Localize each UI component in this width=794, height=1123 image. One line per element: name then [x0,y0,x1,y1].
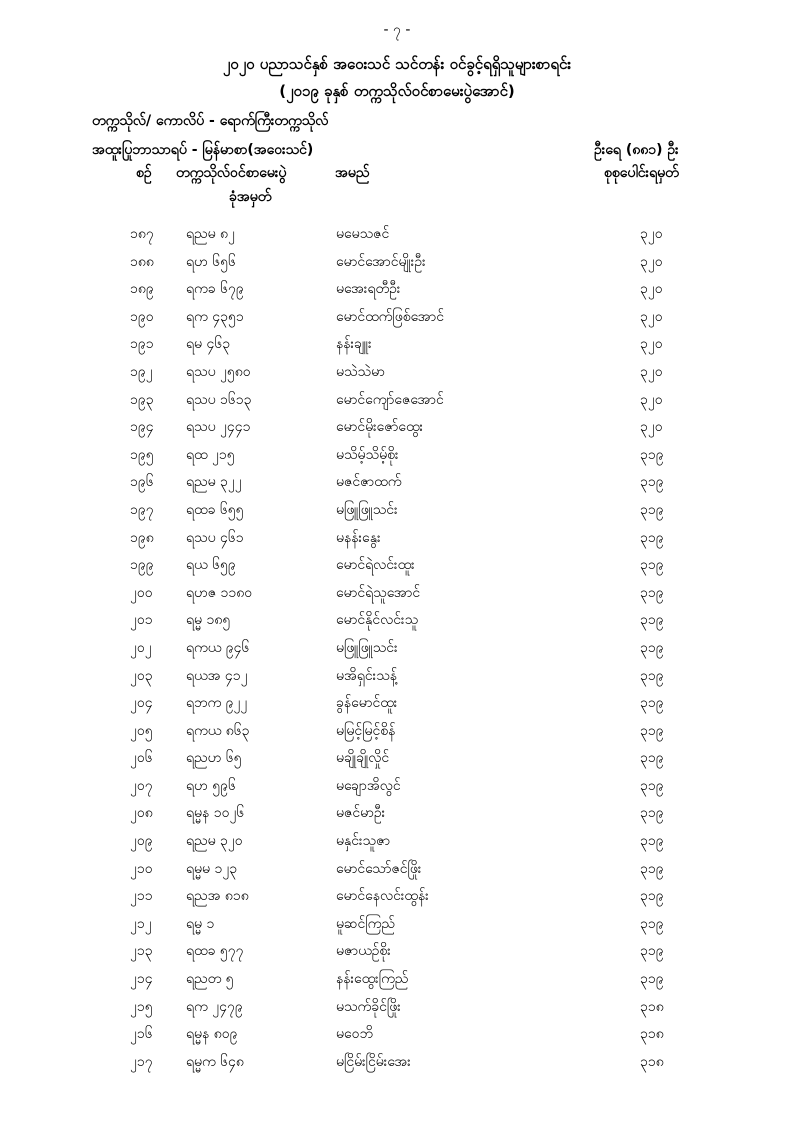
table-row [0,693,794,721]
row-number: ၁၉၂ [130,363,153,380]
row-number: ၁၉၃ [130,391,154,408]
table-row [0,969,794,997]
student-name: မမြင့်မြင့်စိန် [336,722,396,739]
student-name: မောင်နေလင်းထွန်း [336,888,429,905]
row-number: ၂၁၅ [130,998,153,1015]
total-marks: ၃၂၀ [640,253,663,270]
header-name: အမည် [335,165,370,181]
student-name: မောင်အောင်မျိုးဦး [336,253,426,270]
roll-number: ရထခ ၅၇၇ [186,943,244,960]
university-line: တက္ကသိုလ်/ ကောလိပ် - ရောက်ကြီးတက္ကသိုလ် [92,113,329,129]
total-marks: ၃၁၉ [640,722,664,739]
student-name: မဇင်မာဦး [336,805,386,822]
roll-number: ရမ္မ ၁၈၅ [186,612,231,629]
roll-number: ရကယ ၈၆၃ [186,722,250,739]
student-name: မချောအိလွင် [336,777,401,794]
total-marks: ၃၂၀ [640,281,663,298]
roll-number: ရမ္မမ ၁၂၃ [186,860,238,877]
student-name: မအေးရတီဦး [336,281,401,298]
row-number: ၂၀၂ [130,639,152,656]
row-number: ၂၀၄ [130,695,153,712]
total-marks: ၃၁၈ [640,1026,664,1043]
total-marks: ၃၁၉ [640,446,664,463]
row-number: ၂၁၄ [130,971,153,988]
roll-number: ရညတ ၅ [186,971,234,988]
table-row [0,997,794,1025]
row-number: ၁၉၆ [130,474,154,491]
student-name: မမေသဇင် [336,226,390,242]
row-number: ၂၁၁ [130,888,153,905]
row-number: ၁၉၇ [130,501,154,518]
row-number: ၁၈၈ [130,253,154,270]
student-name: မဖြူဖြူသင်း [336,501,398,518]
page-number: - ၇ - [383,22,411,38]
student-name: မအိရှင်းသန့် [336,667,397,684]
table-row [0,334,794,362]
total-marks: ၃၁၉ [640,971,664,988]
student-name: မောင်ကျော်ဇေအောင် [336,391,444,408]
table-row [0,1052,794,1080]
total-marks: ၃၁၉ [640,474,664,491]
header-roll-line2: ခုံအမှတ် [229,189,272,205]
student-name: မဖြူဖြူသင်း [336,639,398,656]
roll-number: ရမ္မန ၁၀၂၆ [186,805,245,822]
student-name: မသက်ခိုင်ဖြိုး [336,998,401,1015]
student-name: မနန်းနွေး [336,529,381,546]
roll-number: ရယ ၆၅၉ [186,557,236,574]
table-row [0,721,794,749]
roll-number: ရယအ ၄၁၂ [186,667,248,684]
total-marks: ၃၁၉ [640,639,664,656]
roll-number: ရညမ ၃၂၂ [186,474,242,491]
total-marks: ၃၁၈ [640,998,664,1015]
roll-number: ရမ္မက ၆၄၈ [186,1053,244,1070]
table-row [0,776,794,804]
document-subtitle: (၂၀၁၉ ခုနှစ် တက္ကသိုလ်ဝင်စာမေးပွဲအောင်) [279,82,515,100]
table-row [0,417,794,445]
roll-number: ရဟဇ ၁၁၈၀ [186,584,253,601]
row-number: ၁၉၅ [130,446,154,463]
student-name: မချိုချိုလှိုင် [336,750,390,767]
subject-line: အထူးပြုဘာသာရပ် - မြန်မာစာ(အဝေးသင်) [92,142,314,158]
roll-number: ရထခ ၆၅၅ [186,501,244,518]
total-marks: ၃၁၉ [640,860,664,877]
table-row [0,886,794,914]
row-number: ၂၁၆ [130,1026,153,1043]
row-number: ၁၉၁ [130,336,154,353]
table-row [0,528,794,556]
total-marks: ၃၁၉ [640,888,664,905]
total-marks: ၃၁၉ [640,557,664,574]
student-name: မငြိမ်းငြိမ်းအေး [336,1053,411,1070]
row-number: ၁၉၈ [130,529,154,546]
row-number: ၁၈၇ [130,226,154,242]
total-marks: ၃၁၉ [640,915,664,932]
total-marks: ၃၁၉ [640,750,664,767]
student-name: မဇင်ဇာထက် [336,474,402,491]
roll-number: ရကယ ၉၄၆ [186,639,250,656]
table-row [0,390,794,418]
roll-number: ရညအ ၈၁၈ [186,888,249,905]
roll-number: ရဟ ၅၉၆ [186,777,236,794]
row-number: ၂၀၆ [130,750,153,767]
table-row [0,279,794,307]
student-name: မနှင်းသူဇာ [336,833,391,850]
roll-number: ရဘက ၉၂၂ [186,695,248,712]
student-name: မောင်မိုးဇော်ထွေး [336,419,424,436]
document-title: ၂၀၂၀ ပညာသင်နှစ် အဝေးသင် သင်တန်း ဝင်ခွင့်ရရှိသူများစာရင်း [222,55,572,73]
student-name: မောင်သော်ဇင်ဖြိုး [336,860,422,877]
table-row [0,859,794,887]
row-number: ၂၀၅ [130,722,153,739]
results-list [0,224,794,1079]
total-marks: ၃၁၉ [640,612,664,629]
table-row [0,500,794,528]
roll-number: ရသပ ၂၄၄၁ [186,419,251,436]
row-number: ၂၀၇ [130,777,153,794]
total-marks: ၃၁၉ [640,777,664,794]
row-number: ၁၉၀ [130,308,154,325]
table-row [0,638,794,666]
roll-number: ရမ္မန ၈၀၉ [186,1026,238,1043]
total-marks: ၃၂၀ [640,308,663,325]
roll-number: ရမ ၄၆၃ [186,336,231,353]
header-roll: တက္ကသိုလ်ဝင်စာမေးပွဲ [176,165,287,181]
table-row [0,803,794,831]
table-row [0,555,794,583]
count-line: ဦးရေ (၈၈၁) ဦး [594,142,679,158]
roll-number: ရက ၂၄၇၉ [186,998,243,1015]
student-name: နန်းချူး [336,336,372,353]
row-number: ၂၀၃ [130,667,153,684]
table-row [0,941,794,969]
table-row [0,583,794,611]
student-name: မောင်နိုင်လင်းသူ [336,612,419,629]
header-marks: စုစုပေါင်းရမှတ် [604,165,679,181]
table-row [0,1024,794,1052]
table-row [0,472,794,500]
total-marks: ၃၁၈ [640,1053,664,1070]
table-row [0,445,794,473]
total-marks: ၃၂၀ [640,226,663,242]
student-name: မသိမ့်သိမ့်စိုး [336,446,399,463]
roll-number: ရသပ ၄၆၁ [186,529,244,546]
table-row [0,252,794,280]
table-row [0,914,794,942]
total-marks: ၃၁၉ [640,943,664,960]
total-marks: ၃၁၉ [640,833,664,850]
roll-number: ရမ္မ ၁ [186,915,215,932]
student-name: မသဲသဲမာ [336,363,385,380]
roll-number: ရဟ ၆၅၆ [186,253,236,270]
student-name: နန်းထွေးကြည် [336,971,409,988]
total-marks: ၃၁၉ [640,695,664,712]
roll-number: ရညမ ၈၂ [186,226,235,242]
table-row [0,748,794,776]
row-number: ၂၀၁ [130,612,153,629]
total-marks: ၃၁၉ [640,501,664,518]
total-marks: ၃၁၉ [640,805,664,822]
table-row [0,610,794,638]
row-number: ၂၀၈ [130,805,153,822]
student-name: မောင်ရဲလင်းထူး [336,557,415,574]
total-marks: ၃၁၉ [640,584,664,601]
student-name: ခွန်မောင်ထူး [336,695,398,712]
roll-number: ရသပ ၂၅၈၀ [186,363,251,380]
row-number: ၁၈၉ [130,281,154,298]
total-marks: ၃၁၉ [640,529,664,546]
table-row [0,831,794,859]
row-number: ၂၁၃ [130,943,153,960]
total-marks: ၃၂၀ [640,363,663,380]
total-marks: ၃၁၉ [640,667,664,684]
student-name: မူဆင်ကြည် [336,915,395,932]
student-name: မဇာယဉ်စိုး [336,943,391,960]
roll-number: ရထ ၂၁၅ [186,446,235,463]
roll-number: ရညမ ၃၂၀ [186,833,243,850]
roll-number: ရသပ ၁၆၁၃ [186,391,252,408]
roll-number: ရညဟ ၆၅ [186,750,242,767]
row-number: ၂၀၀ [130,584,153,601]
row-number: ၂၁၂ [130,915,152,932]
table-row [0,307,794,335]
student-name: မောင်ထက်ဖြစ်အောင် [336,308,445,325]
row-number: ၂၀၉ [130,833,153,850]
total-marks: ၃၂၀ [640,336,663,353]
row-number: ၁၉၉ [130,557,154,574]
total-marks: ၃၂၀ [640,391,663,408]
row-number: ၂၁၀ [130,860,153,877]
roll-number: ရကခ ၆၇၉ [186,281,244,298]
header-no: စဉ် [136,165,152,181]
student-name: မဝေဘိ [336,1026,373,1043]
table-row [0,362,794,390]
total-marks: ၃၂၀ [640,419,663,436]
roll-number: ရက ၄၃၅၁ [186,308,244,325]
table-row [0,666,794,694]
row-number: ၁၉၄ [130,419,154,436]
table-row [0,224,794,252]
student-name: မောင်ရဲသူအောင် [336,584,421,601]
row-number: ၂၁၇ [130,1053,153,1070]
